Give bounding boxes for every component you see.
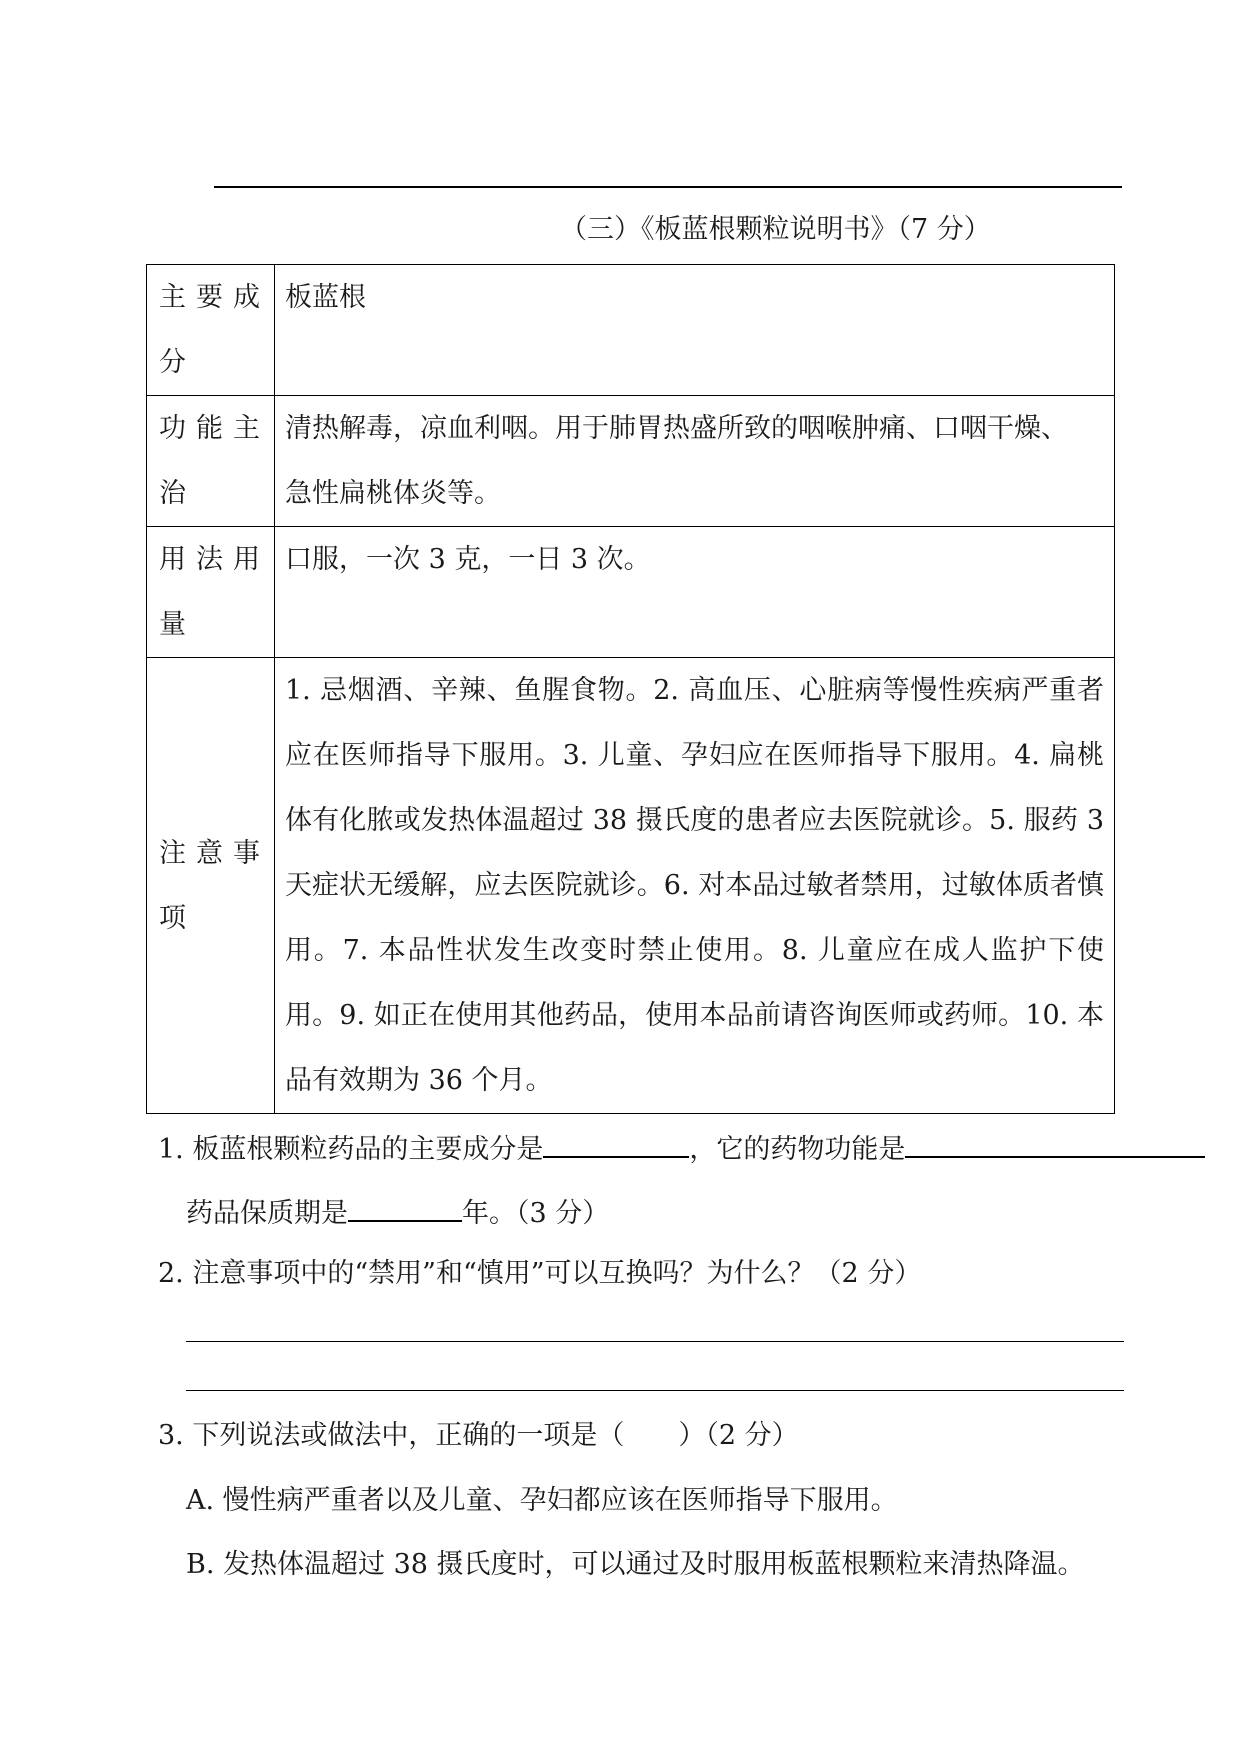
row-content-cautions: 1. 忌烟酒、辛辣、鱼腥食物。2. 高血压、心脏病等慢性疾病严重者应在医师指导下服用。3. 儿童、孕妇应在医师指导下服用。4. 扁桃体有化脓或发热体温超过 38 摄氏度的患者应去医院就诊。5. 服药 3 天症状无缓解，应去医院就诊。6. 对本品过敏者禁用，过敏体质者慎用。7. 本品性状发生改变时禁止使用。8. 儿童应在成人监护下使用。9. 如正在使用其他药品，使用本品前请咨询医师或药师。10. 本品有效期为 36 个月。 [275, 658, 1115, 1114]
question-3: 3. 下列说法或做法中，正确的一项是（ ）（2 分） [158, 1420, 799, 1451]
row-label-ingredients: 主要成分 [147, 265, 275, 396]
functions-line-1: 清热解毒，凉血利咽。用于肺胃热盛所致的咽喉肿痛、口咽干燥、 [285, 413, 1068, 444]
question-1-line-2 [186, 1190, 609, 1234]
question-1-text-c: 药品保质期是 [186, 1198, 348, 1229]
question-2: 2. 注意事项中的“禁用”和“慎用”可以互换吗？为什么？（2 分） [158, 1258, 922, 1289]
function-answer-blank[interactable] [905, 1126, 1205, 1158]
option-b[interactable]: B. 发热体温超过 38 摄氏度时，可以通过及时服用板蓝根颗粒来清热降温。 [186, 1549, 1085, 1580]
functions-line-2: 急性扁桃体炎等。 [285, 478, 501, 509]
answer-line-1[interactable] [186, 1341, 1124, 1342]
answer-line-2[interactable] [186, 1390, 1124, 1391]
ingredient-answer-blank[interactable] [543, 1126, 689, 1158]
table-row-functions [147, 396, 1115, 527]
row-content-usage: 口服，一次 3 克，一日 3 次。 [275, 527, 1115, 658]
header-rule [214, 186, 1122, 188]
row-label-usage: 用法用量 [147, 527, 275, 658]
question-1-text-d: 年。（3 分） [462, 1198, 610, 1229]
row-label-cautions: 注意事项 [147, 658, 275, 1114]
question-1-line-1 [158, 1126, 1205, 1170]
section-title: （三）《板蓝根颗粒说明书》（7 分） [560, 214, 991, 245]
question-1-text-a: 1. 板蓝根颗粒药品的主要成分是 [158, 1134, 544, 1165]
table-row-cautions [147, 658, 1115, 1114]
table-row-ingredients [147, 265, 1115, 396]
option-a[interactable]: A. 慢性病严重者以及儿童、孕妇都应该在医师指导下服用。 [186, 1485, 898, 1516]
instructions-table [146, 264, 1115, 1114]
row-label-functions: 功能主治 [147, 396, 275, 527]
row-content-functions [275, 396, 1115, 527]
row-content-ingredients: 板蓝根 [275, 265, 1115, 396]
shelf-life-answer-blank[interactable] [348, 1190, 462, 1222]
question-1-text-b: ，它的药物功能是 [689, 1134, 906, 1165]
table-row-usage [147, 527, 1115, 658]
